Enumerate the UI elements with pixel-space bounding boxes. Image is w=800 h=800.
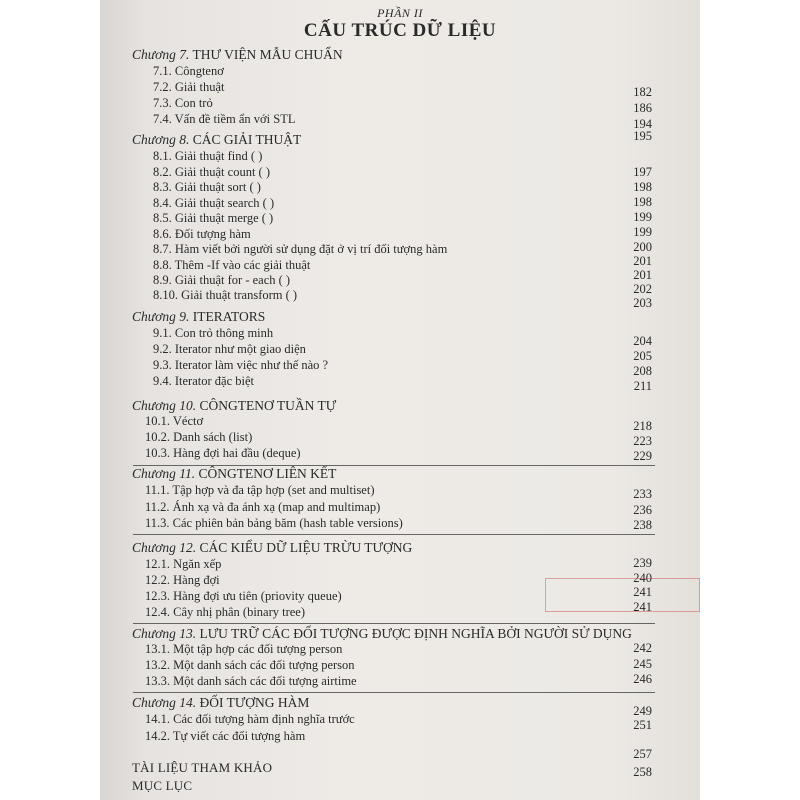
- toc-entry: 8.8. Thêm -If vào các giải thuật: [153, 258, 311, 272]
- page-number: 241: [633, 585, 652, 599]
- toc-entry: 11.3. Các phiên bản bảng băm (hash table versions): [145, 516, 403, 530]
- page-number: 205: [633, 349, 652, 363]
- library-stamp: [545, 578, 700, 612]
- toc-entry: 12.4. Cây nhị phân (binary tree): [145, 605, 306, 619]
- page-number: 200: [633, 240, 652, 254]
- page-number: 204: [633, 334, 652, 348]
- toc-entry: 14.2. Tự viết các đối tượng hàm: [145, 729, 306, 743]
- page-number: 238: [633, 518, 652, 532]
- toc-entry: 7.4. Vấn đề tiềm ẩn với STL: [153, 112, 296, 126]
- toc-entry: 8.9. Giải thuật for - each ( ): [153, 273, 291, 287]
- part-title: CẤU TRÚC DỮ LIỆU: [303, 20, 497, 41]
- page-number: 223: [633, 434, 652, 448]
- chapter-7-heading: Chương 7. THƯ VIỆN MẪU CHUẨN: [132, 47, 343, 62]
- toc-entry: 11.2. Ánh xạ và đa ánh xạ (map and multimap): [145, 500, 381, 514]
- chapter-11-heading: Chương 11. CÔNGTENƠ LIÊN KẾT: [132, 466, 337, 481]
- page-number: 198: [633, 180, 652, 194]
- toc-entry: 12.3. Hàng đợi ưu tiên (priovity queue): [145, 589, 342, 603]
- page-number: 199: [633, 210, 652, 224]
- page-number: 208: [633, 364, 652, 378]
- contents-entry: MỤC LỤC: [132, 778, 193, 793]
- page-number: 239: [633, 556, 652, 570]
- page-number: 233: [633, 487, 652, 501]
- toc-entry: 13.3. Một danh sách các đối tượng airtime: [145, 674, 357, 688]
- page-number: 201: [633, 268, 652, 282]
- page-number: 194: [633, 117, 652, 131]
- page-number: 198: [633, 195, 652, 209]
- chapter-divider: [133, 623, 655, 624]
- toc-entry: 7.3. Con trỏ: [153, 96, 213, 110]
- toc-entry: 13.2. Một danh sách các đối tượng person: [145, 658, 355, 672]
- chapter-divider: [133, 692, 655, 693]
- toc-entry: 10.3. Hàng đợi hai đầu (deque): [145, 446, 301, 460]
- page-number: 182: [633, 85, 652, 99]
- toc-entry: 7.2. Giải thuật: [153, 80, 225, 94]
- page-number: 258: [633, 765, 652, 779]
- chapter-14-heading: Chương 14. ĐỐI TƯỢNG HÀM: [132, 695, 310, 710]
- page-number: 201: [633, 254, 652, 268]
- page-number: 203: [633, 296, 652, 310]
- toc-entry: 8.10. Giải thuật transform ( ): [153, 288, 298, 302]
- references-entry: TÀI LIỆU THAM KHẢO: [132, 760, 273, 775]
- page-number: 229: [633, 449, 652, 463]
- page-number: 195: [633, 129, 652, 143]
- toc-entry: 11.1. Tập hợp và đa tập hợp (set and multiset): [145, 483, 375, 497]
- page-number: 197: [633, 165, 652, 179]
- toc-entry: 8.3. Giải thuật sort ( ): [153, 180, 261, 194]
- page-number: 257: [633, 747, 652, 761]
- page-number: 199: [633, 225, 652, 239]
- page-number: 240: [633, 571, 652, 585]
- toc-entry: 8.1. Giải thuật find ( ): [153, 149, 263, 163]
- page-number: 218: [633, 419, 652, 433]
- toc-entry: 12.2. Hàng đợi: [145, 573, 220, 587]
- page-number: 251: [633, 718, 652, 732]
- chapter-13-heading: Chương 13. LƯU TRỮ CÁC ĐỐI TƯỢNG ĐƯỢC ĐỊNH NGHĨA BỞI NGƯỜI SỬ DỤNG: [132, 626, 632, 641]
- chapter-12-heading: Chương 12. CÁC KIỂU DỮ LIỆU TRỪU TƯỢNG: [132, 540, 413, 555]
- chapter-divider: [133, 534, 655, 535]
- toc-entry: 7.1. Côngtenơ: [153, 64, 224, 78]
- page-number: 245: [633, 657, 652, 671]
- toc-entry: 8.2. Giải thuật count ( ): [153, 165, 270, 179]
- book-page: [100, 0, 700, 800]
- chapter-10-heading: Chương 10. CÔNGTENƠ TUẦN TỰ: [132, 398, 337, 413]
- toc-entry: 10.1. Véctơ: [145, 414, 204, 428]
- chapter-9-heading: Chương 9. ITERATORS: [132, 309, 266, 324]
- toc-entry: 12.1. Ngăn xếp: [145, 557, 222, 571]
- page-number: 186: [633, 101, 652, 115]
- page-number: 246: [633, 672, 652, 686]
- part-label: PHẦN II: [377, 6, 423, 20]
- toc-entry: 8.6. Đối tượng hàm: [153, 227, 251, 241]
- chapter-8-heading: Chương 8. CÁC GIẢI THUẬT: [132, 132, 302, 147]
- toc-entry: 9.4. Iterator đặc biệt: [153, 374, 254, 388]
- toc-entry: 13.1. Một tập hợp các đối tượng person: [145, 642, 343, 656]
- page-number: 202: [633, 282, 652, 296]
- toc-entry: 9.2. Iterator như một giao diện: [153, 342, 306, 356]
- page-number: 236: [633, 503, 652, 517]
- toc-entry: 8.4. Giải thuật search ( ): [153, 196, 275, 210]
- toc-entry: 9.3. Iterator làm việc như thế nào ?: [153, 358, 329, 372]
- toc-entry: 8.7. Hàm viết bởi người sử dụng đặt ở vị trí đối tượng hàm: [153, 242, 448, 256]
- toc-entry: 9.1. Con trỏ thông minh: [153, 326, 274, 340]
- page-number: 211: [633, 379, 652, 393]
- toc-entry: 8.5. Giải thuật merge ( ): [153, 211, 274, 225]
- page-number: 241: [633, 600, 652, 614]
- page-number: 249: [633, 704, 652, 718]
- toc-entry: 10.2. Danh sách (list): [145, 430, 253, 444]
- page-number: 242: [633, 641, 652, 655]
- toc-entry: 14.1. Các đối tượng hàm định nghĩa trước: [145, 712, 355, 726]
